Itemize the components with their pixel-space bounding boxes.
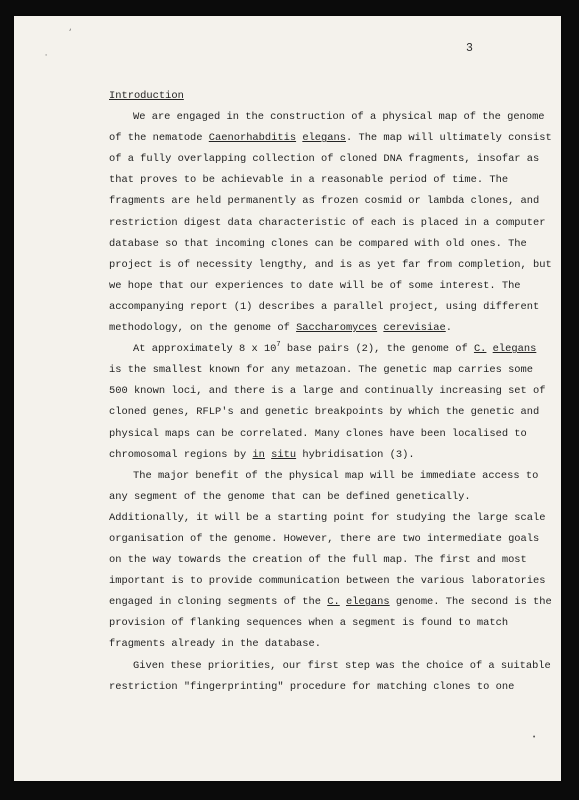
underlined-term: in: [252, 448, 265, 461]
underlined-term: elegans: [345, 596, 390, 609]
text-line: any segment of the genome that can be defined genetically.: [109, 490, 471, 503]
text-line: on the way towards the creation of the full map. The first and most: [109, 554, 527, 567]
text-line: accompanying report (1) describes a parallel project, using different: [109, 300, 540, 313]
document-page: [14, 16, 561, 781]
underlined-term: C.: [327, 596, 340, 609]
underlined-term: Saccharomyces: [296, 322, 378, 335]
page-number: 3: [466, 42, 473, 55]
text-line: fragments already in the database.: [109, 638, 322, 651]
text-line: provision of flanking sequences when a segment is found to match: [109, 617, 509, 630]
text-line: organisation of the genome. However, there are two intermediate goals: [109, 532, 540, 545]
text-line: restriction digest data characteristic of each is placed in a computer: [109, 216, 546, 229]
text-line: project is of necessity lengthy, and is as yet far from completion, but: [109, 258, 552, 271]
text-line: engaged in cloning segments of the C. elegans genome. The second is the: [109, 596, 552, 609]
text-line: fragments are held permanently as frozen cosmid or lambda clones, and: [109, 195, 540, 208]
text-line: that proves to be achievable in a reasonable period of time. The: [109, 174, 509, 187]
paper-speck: ‘: [68, 29, 73, 37]
underlined-term: C.: [473, 343, 487, 356]
underlined-term: Caenorhabditis: [208, 132, 297, 145]
text-line: The major benefit of the physical map will be immediate access to: [133, 469, 539, 482]
underlined-term: cerevisiae: [383, 322, 446, 335]
text-line: 500 known loci, and there is a large and continually increasing set of: [109, 385, 546, 398]
text-line: chromosomal regions by in situ hybridisation (3).: [109, 448, 415, 461]
text-line: is the smallest known for any metazoan. The genetic map carries some: [109, 364, 534, 377]
underlined-term: elegans: [492, 343, 537, 356]
superscript: 7: [276, 340, 281, 349]
text-line: of a fully overlapping collection of cloned DNA fragments, insofar as: [109, 153, 540, 166]
underlined-term: situ: [271, 448, 297, 461]
document-body: [109, 86, 552, 698]
underlined-term: elegans: [302, 132, 346, 145]
text-line: of the nematode Caenorhabditis elegans. The map will ultimately consist: [109, 132, 552, 145]
text-line: methodology, on the genome of Saccharomyces cerevisiae.: [109, 322, 452, 335]
text-line: Given these priorities, our first step was the choice of a suitable: [133, 659, 551, 672]
paper-speck: ·: [44, 52, 49, 60]
paper-speck: •: [532, 734, 537, 742]
text-line: Additionally, it will be a starting point for studying the large scale: [109, 511, 546, 524]
text-line: cloned genes, RFLP's and genetic breakpoints by which the genetic and: [109, 406, 540, 419]
text-line: database so that incoming clones can be compared with old ones. The: [109, 237, 527, 250]
text-line: important is to provide communication between the various laboratories: [109, 575, 546, 588]
section-heading: Introduction: [109, 90, 184, 102]
text-line: restriction "fingerprinting" procedure for matching clones to one: [109, 680, 515, 693]
text-line: we hope that our experiences to date will be of some interest. The: [109, 279, 521, 292]
text-line: We are engaged in the construction of a physical map of the genome: [133, 111, 545, 124]
text-line: At approximately 8 x $10^7$ base pairs (2), the genome of C. elegans: [133, 340, 537, 356]
text-line: physical maps can be correlated. Many clones have been localised to: [109, 427, 527, 440]
